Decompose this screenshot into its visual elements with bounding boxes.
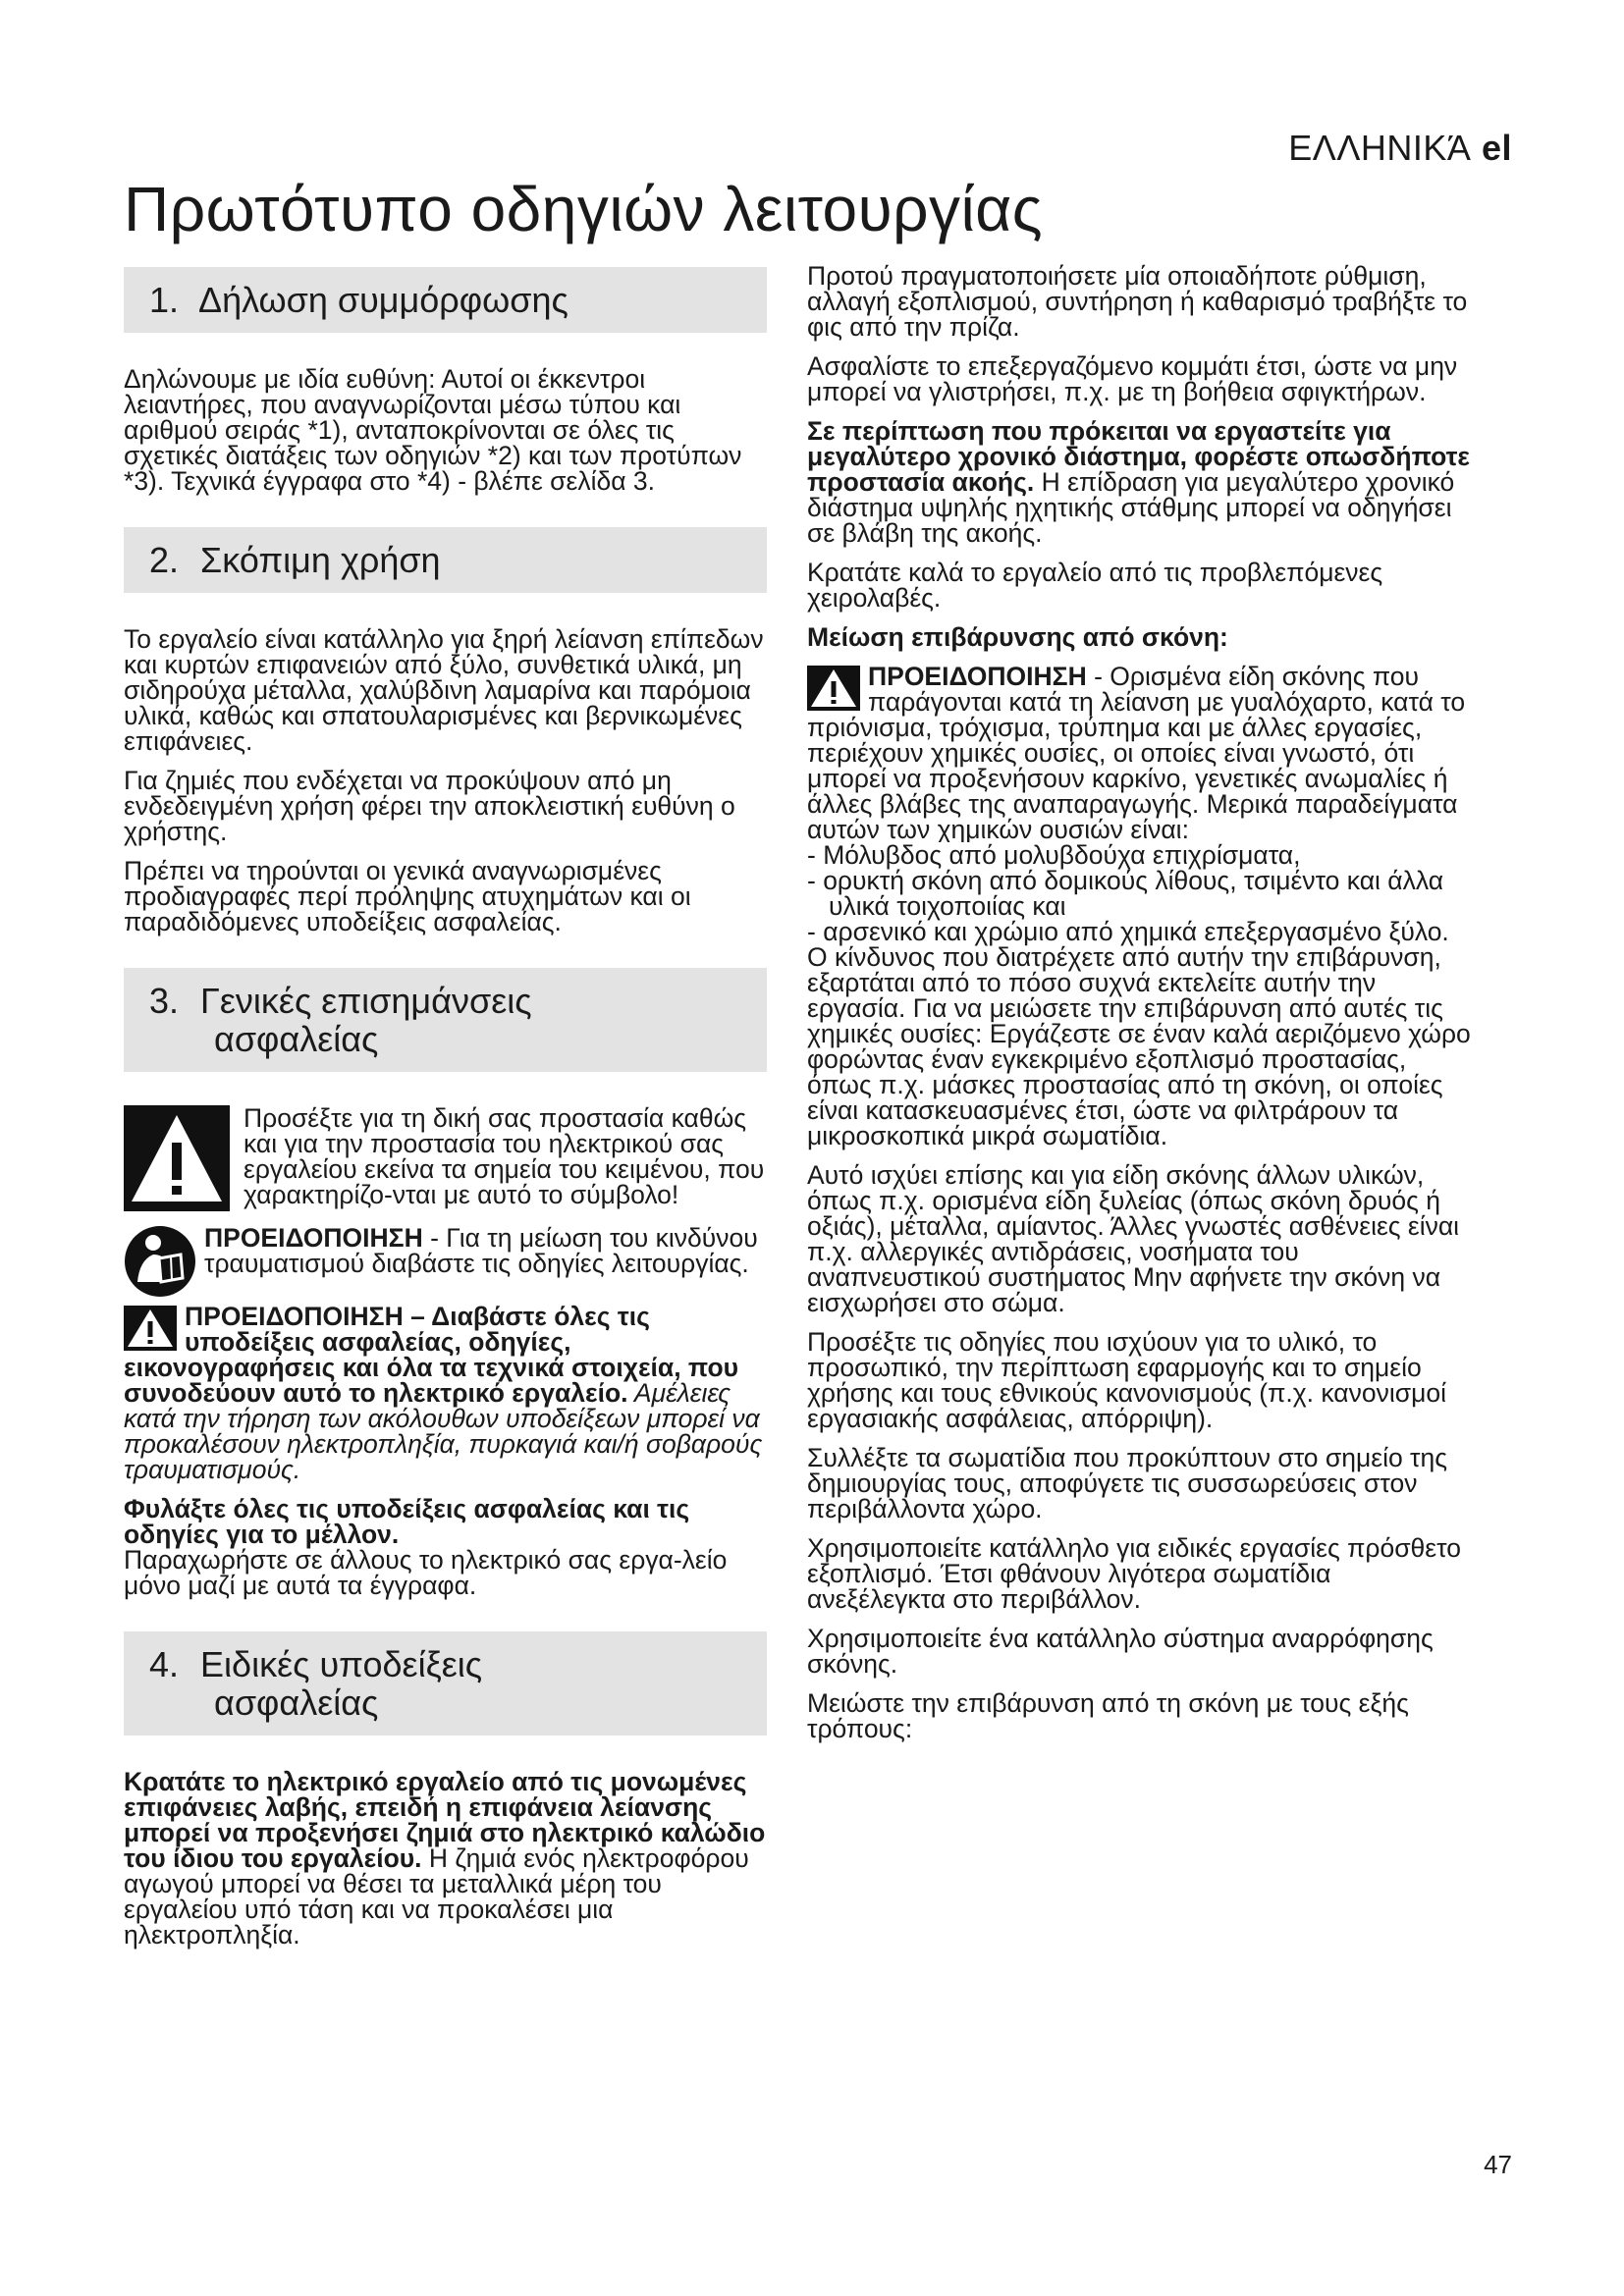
read-manual-warning (124, 1225, 767, 1300)
right-column (807, 263, 1475, 1755)
page-title: Πρωτότυπο οδηγιών λειτουργίας (124, 174, 1044, 244)
other-dust-text: Αυτό ισχύει επίσης και για είδη σκόνης άλλων υλικών, όπως π.χ. ορισμένα είδη ξυλείας (όπως σκόνη δρυός ή οξιάς), μέταλλα, αμίαντος. Άλλες γνωστές ασθένειες είναι π.χ. αλλεργικές αντιδράσεις, νοσήματα του αναπνευστικού συστήματος Μην αφήνετε την σκόνη να εισχωρήσει στο σώμα. (807, 1160, 1460, 1317)
section-2-text-3: Πρέπει να τηρούνται οι γενικά αναγνωρισμένες προδιαγραφές περί πρόληψης ατυχημάτων και οι παραδιδόμενες υποδείξεις ασφαλείας. (124, 856, 691, 936)
list-item: - ορυκτή σκόνη από δομικούς λίθους, τσιμέντο και άλλα υλικά τοιχοποιίας και (807, 868, 1475, 919)
section-2-text-2: Για ζημιές που ενδέχεται να προκύψουν από μη ενδεδειγμένη χρήση φέρει την αποκλειστική ευθύνη ο χρήστης. (124, 766, 735, 846)
left-column (124, 267, 767, 1961)
section-2-text-1: Το εργαλείο είναι κατάλληλο για ξηρή λείανση επίπεδων και κυρτών επιφανειών από ξύλο, συνθετικά υλικά, μη σιδηρούχα μέταλλα, χαλύβδινη λαμαρίνα και παρόμοια υλικά, καθώς και σπατουλαρισμένες και βερνικωμένες επιφάνειες. (124, 624, 764, 756)
section-3-heading: 3. Γενικές επισημάνσεις ασφαλείας (124, 968, 767, 1072)
secure-workpiece-text: Ασφαλίστε το επεξεργαζόμενο κομμάτι έτσι, ώστε να μην μπορεί να γλιστρήσει, π.χ. με τη βοήθεια σφιγκτήρων. (807, 351, 1458, 406)
regulations-text: Προσέξτε τις οδηγίες που ισχύουν για το υλικό, το προσωπικό, την περίπτωση εφαρμογής και το σημείο χρήσης και τους εθνικούς κανονισμούς (π.χ. κανονισμοί εργασιακής ασφάλειας, απόρριψη). (807, 1327, 1446, 1433)
collect-particles-text: Συλλέξτε τα σωματίδια που προκύπτουν στο σημείο της δημιουργίας τους, αποφύγετε τις συσσωρεύσεις στον περιβάλλοντα χώρο. (807, 1443, 1448, 1523)
section-1-text: Δηλώνουμε με ιδία ευθύνη: Αυτοί οι έκκεντροι λειαντήρες, που αναγνωρίζονται μέσω τύπου και αριθμού σειράς *1), ανταποκρίνονται σε όλες τις σχετικές διατάξεις των οδηγιών *2) και των προτύπων *3). Τεχνικά έγγραφα στο *4) - βλέπε σελίδα 3. (124, 364, 742, 496)
symbol-explanation-text: Προσέξτε για τη δική σας προστασία καθώς και για την προστασία του ηλεκτρικού σας εργαλείου εκείνα τα σημεία του κειμένου, που χαρακτηρίζο-νται με αυτό το σύμβολο! (244, 1105, 765, 1209)
dust-substances-list (807, 842, 1475, 944)
hold-tool-text: Κρατάτε καλά το εργαλείο από τις προβλεπόμενες χειρολαβές. (807, 558, 1383, 613)
page-number: 47 (1484, 2150, 1512, 2179)
dust-warning-text: ΠΡΟΕΙΔΟΠΟΙΗΣΗ - Ορισμένα είδη σκόνης που παράγονται κατά τη λείανση με γυαλόχαρτο, κατά το πριόνισμα, τρόχισμα, τρύπημα και με άλλες εργασίες, περιέχουν χημικές ουσίες, οι οποίες είναι γνωστό, ότι μπορεί να προξενήσουν καρκίνο, γενετικές ανωμαλίες ή άλλες βλάβες της αναπαραγωγής. Μερικά παραδείγματα αυτών των χημικών ουσιών είναι: (807, 664, 1466, 842)
hearing-protection-text: Σε περίπτωση που πρόκειται να εργαστείτε για μεγαλύτερο χρονικό διάστημα, φορέστε οπωσδήποτε προστασία ακοής. Η επίδραση για μεγαλύτερο χρονικό διάστημα υψηλής ηχητικής στάθμης μπορεί να οδηγήσει σε βλάβη της ακοής. (807, 416, 1470, 548)
section-1-heading: 1. Δήλωση συμμόρφωσης (124, 267, 767, 333)
section-2-heading: 2. Σκόπιμη χρήση (124, 527, 767, 593)
read-manual-text: ΠΡΟΕΙΔΟΠΟΙΗΣΗ - Για τη μείωση του κινδύνου τραυματισμού διαβάστε τις οδηγίες λειτουργίας. (204, 1225, 758, 1278)
read-manual-icon (124, 1225, 196, 1298)
language-label: ΕΛΛΗΝΙΚΆ el (1288, 128, 1512, 168)
dust-warning (807, 664, 1475, 842)
section-4-heading: 4. Ειδικές υποδείξεις ασφαλείας (124, 1631, 767, 1735)
warning-triangle-icon (124, 1105, 230, 1211)
extraction-text: Χρησιμοποιείτε ένα κατάλληλο σύστημα αναρρόφησης σκόνης. (807, 1624, 1434, 1679)
accessories-text: Χρησιμοποιείτε κατάλληλο για ειδικές εργασίες πρόσθετο εξοπλισμό. Έτσι φθάνουν λιγότερα σωματίδια ανεξέλεγκτα στο περιβάλλον. (807, 1533, 1461, 1614)
list-item: - Μόλυβδος από μολυβδούχα επιχρίσματα, (807, 842, 1475, 868)
unplug-text: Προτού πραγματοποιήσετε μία οποιαδήποτε ρύθμιση, αλλαγή εξοπλισμού, συντήρηση ή καθαρισμό τραβήξτε το φις από την πρίζα. (807, 261, 1468, 342)
dust-heading: Μείωση επιβάρυνσης από σκόνη: (807, 622, 1228, 652)
small-warning-icon (124, 1306, 177, 1351)
reduce-dust-text: Μειώστε την επιβάρυνση από τη σκόνη με τους εξής τρόπους: (807, 1688, 1409, 1743)
list-item: - αρσενικό και χρώμιο από χημικά επεξεργασμένο ξύλο. (807, 919, 1475, 944)
section-4-text: Κρατάτε το ηλεκτρικό εργαλείο από τις μονωμένες επιφάνειες λαβής, επειδή η επιφάνεια λείανσης μπορεί να προξενήσει ζημιά στο ηλεκτρικό καλώδιο του ίδιου του εργαλείου. Η ζημιά ενός ηλεκτροφόρου αγωγού μπορεί να θέσει τα μεταλλικά μέρη του εργαλείου υπό τάση και να προκαλέσει μια ηλεκτροπληξία. (124, 1767, 766, 1949)
keep-instructions-text: Φυλάξτε όλες τις υποδείξεις ασφαλείας και τις οδηγίες για το μέλλον. Παραχωρήστε σε άλλους το ηλεκτρικό σας εργα-λείο μόνο μαζί με αυτά τα έγγραφα. (124, 1494, 728, 1600)
read-all-warning (124, 1304, 767, 1496)
symbol-explanation (124, 1105, 767, 1221)
dust-risk-text: Ο κίνδυνος που διατρέχετε από αυτήν την επιβάρυνση, εξαρτάται από το πόσο συχνά εκτελείτε αυτήν την εργασία. Για να μειώσετε την επιβάρυνση από αυτές τις χημικές ουσίες: Εργάζεστε σε έναν καλά αεριζόμενο χώρο φορώντας έναν εγκεκριμένο εξοπλισμό προστασίας, όπως π.χ. μάσκες προστασίας από τη σκόνη, οι οποίες είναι κατασκευασμένες έτσι, ώστε να φιλτράρουν τα μικροσκοπικά μικρά σωματίδια. (807, 942, 1471, 1150)
read-all-text: ΠΡΟΕΙΔΟΠΟΙΗΣΗ – Διαβάστε όλες τις υποδείξεις ασφαλείας, οδηγίες, εικονογραφήσεις και όλα τα τεχνικά στοιχεία, που συνοδεύουν αυτό το ηλεκτρικό εργαλείο. Αμέλειες κατά την τήρηση των ακόλουθων υποδείξεων μπορεί να προκαλέσουν ηλεκτροπληξία, πυρκαγιά και/ή σοβαρούς τραυματισμούς. (124, 1304, 763, 1484)
dust-warning-icon (807, 666, 860, 711)
